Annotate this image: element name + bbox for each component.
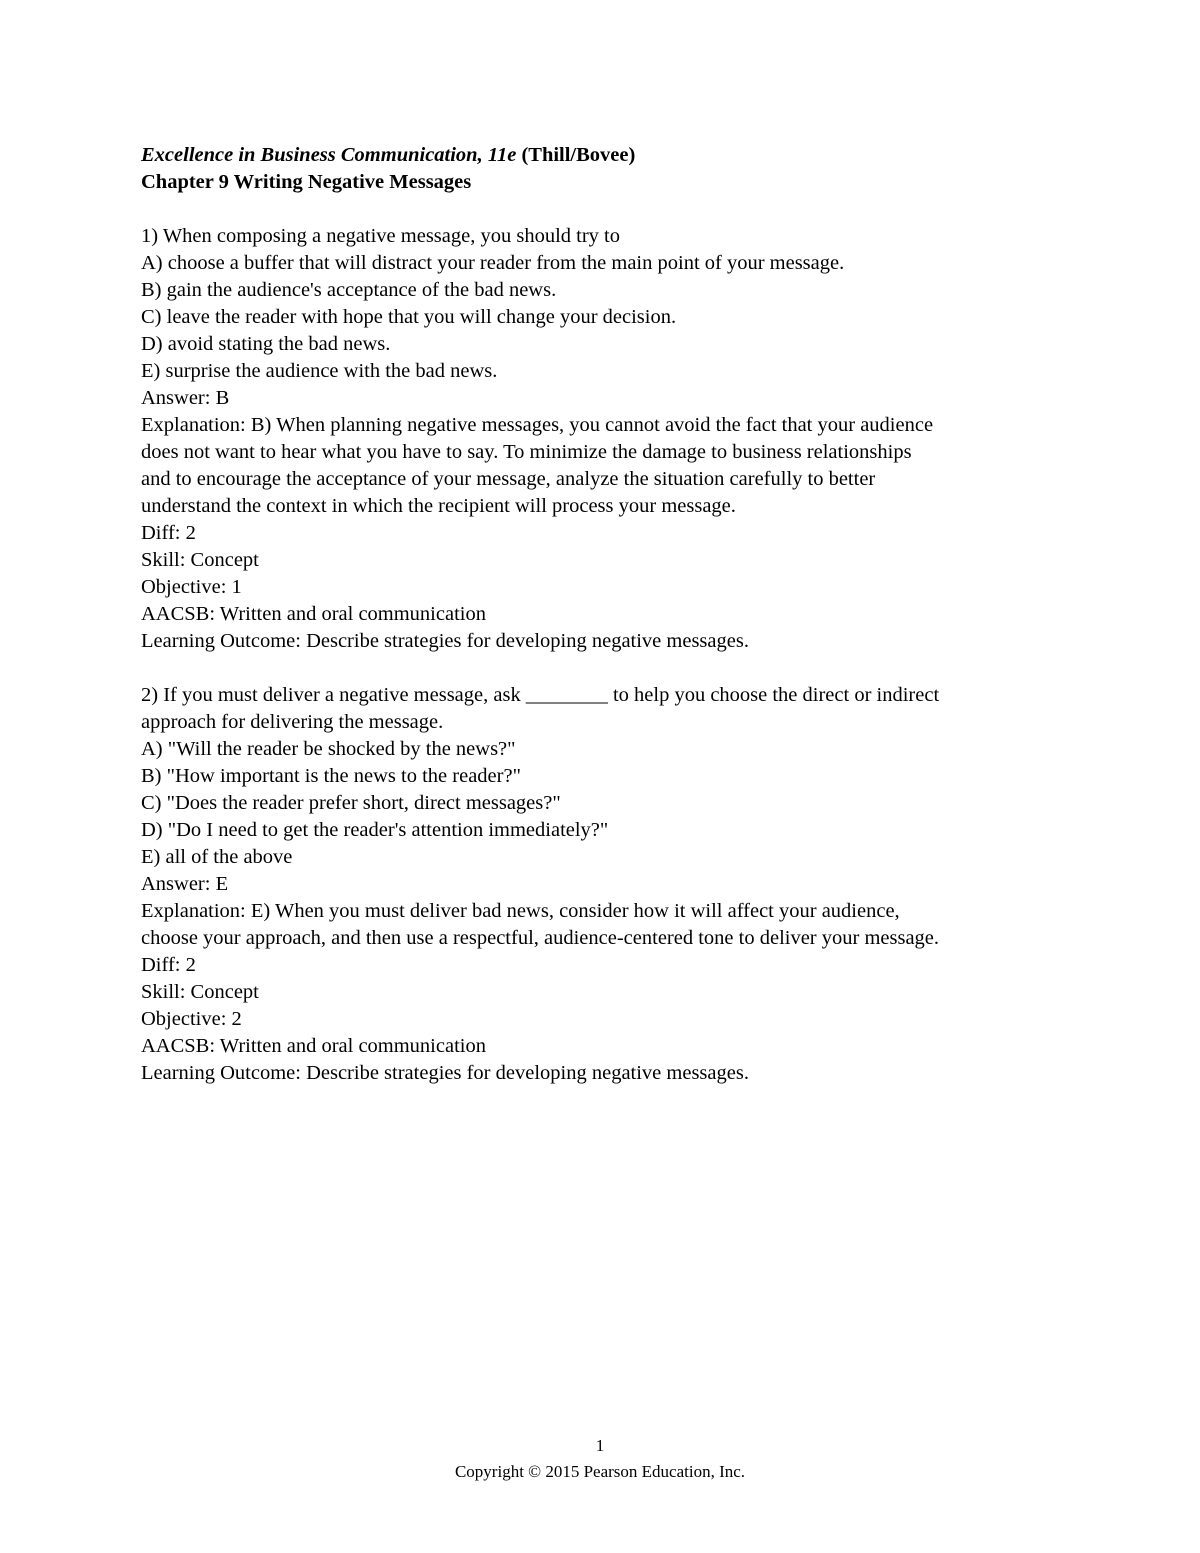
page-number: 1	[595, 1436, 605, 1455]
question-block-2	[141, 682, 1071, 1087]
answer-option-e: E) all of the above	[141, 846, 293, 868]
aacsb: AACSB: Written and oral communication	[141, 603, 486, 625]
skill: Skill: Concept	[141, 549, 259, 571]
chapter-title: Chapter 9 Writing Negative Messages	[141, 171, 472, 193]
answer-option-d: D) "Do I need to get the reader's attention immediately?"	[141, 819, 609, 841]
explanation-line: and to encourage the acceptance of your message, analyze the situation carefully to better	[141, 468, 876, 490]
answer-option-c: C) leave the reader with hope that you will change your decision.	[141, 306, 677, 328]
answer-option-c: C) "Does the reader prefer short, direct messages?"	[141, 792, 561, 814]
explanation-line: does not want to hear what you have to say. To minimize the damage to business relationships	[141, 441, 912, 463]
answer-key: Answer: B	[141, 387, 230, 409]
question-stem: 2) If you must deliver a negative message, ask ________ to help you choose the direct or indirect	[141, 684, 940, 706]
book-authors: (Thill/Bovee)	[521, 144, 636, 166]
difficulty: Diff: 2	[141, 954, 196, 976]
answer-option-a: A) choose a buffer that will distract your reader from the main point of your message.	[141, 252, 845, 274]
answer-option-b: B) gain the audience's acceptance of the bad news.	[141, 279, 557, 301]
book-title: Excellence in Business Communication, 11e	[141, 144, 517, 166]
spacer	[141, 655, 1071, 682]
book-title-line	[141, 142, 1071, 169]
answer-option-d: D) avoid stating the bad news.	[141, 333, 391, 355]
learning-outcome: Learning Outcome: Describe strategies for developing negative messages.	[141, 1062, 749, 1084]
aacsb: AACSB: Written and oral communication	[141, 1035, 486, 1057]
question-block-1	[141, 223, 1071, 655]
explanation-line: choose your approach, and then use a respectful, audience-centered tone to deliver your message.	[141, 927, 940, 949]
answer-option-b: B) "How important is the news to the reader?"	[141, 765, 521, 787]
page-content	[141, 142, 1071, 1087]
explanation-line: Explanation: E) When you must deliver bad news, consider how it will affect your audience,	[141, 900, 900, 922]
objective: Objective: 1	[141, 576, 242, 598]
copyright-notice: Copyright © 2015 Pearson Education, Inc.	[454, 1462, 746, 1481]
question-stem: 1) When composing a negative message, you should try to	[141, 225, 620, 247]
spacer	[141, 196, 1071, 223]
question-stem: approach for delivering the message.	[141, 711, 444, 733]
explanation-line: Explanation: B) When planning negative messages, you cannot avoid the fact that your audience	[141, 414, 934, 436]
answer-option-e: E) surprise the audience with the bad news.	[141, 360, 498, 382]
skill: Skill: Concept	[141, 981, 259, 1003]
answer-option-a: A) "Will the reader be shocked by the news?"	[141, 738, 516, 760]
answer-key: Answer: E	[141, 873, 229, 895]
explanation-line: understand the context in which the recipient will process your message.	[141, 495, 736, 517]
objective: Objective: 2	[141, 1008, 242, 1030]
difficulty: Diff: 2	[141, 522, 196, 544]
learning-outcome: Learning Outcome: Describe strategies for developing negative messages.	[141, 630, 749, 652]
